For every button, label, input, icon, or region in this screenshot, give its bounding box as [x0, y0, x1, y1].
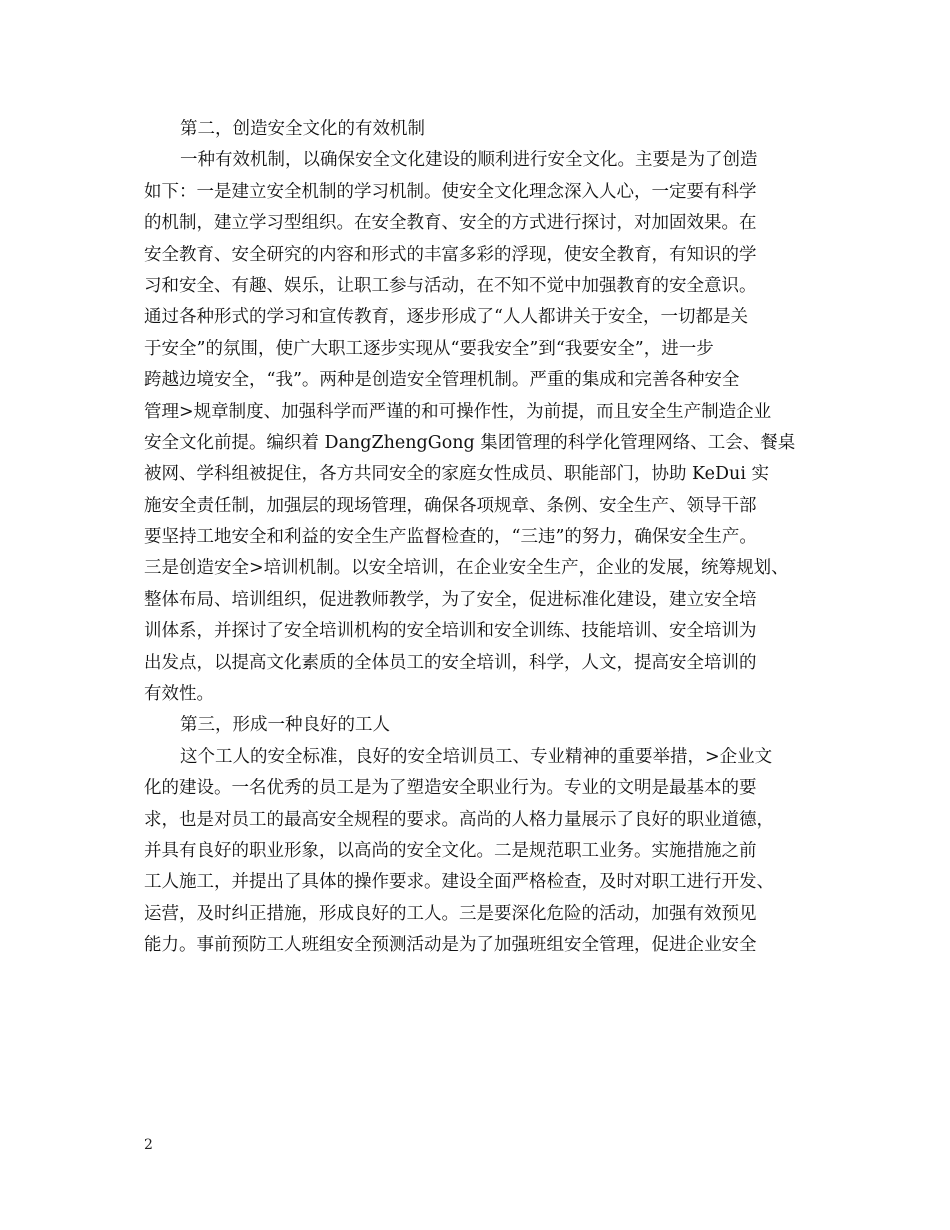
- paragraph-line: 如下：一是建立安全机制的学习机制。使安全文化理念深入人心，一定要有科学: [144, 181, 757, 202]
- paragraph-line: 这个工人的安全标准，良好的安全培训员工、专业精神的重要举措，>企业文: [180, 746, 773, 767]
- page-number: 2: [144, 1137, 153, 1153]
- document-body: [144, 114, 810, 962]
- paragraph-line: 一种有效机制，以确保安全文化建设的顺利进行安全文化。主要是为了创造: [180, 150, 758, 171]
- paragraph-line: 跨越边境安全，“我”。两种是创造安全管理机制。严重的集成和完善各种安全: [144, 370, 740, 391]
- section-heading-2: 第二，创造安全文化的有效机制: [180, 119, 425, 139]
- paragraph-line: 管理>规章制度、加强科学而严谨的和可操作性，为前提，而且安全生产制造企业: [144, 401, 772, 422]
- paragraph-line: 习和安全、有趣、娱乐，让职工参与活动，在不知不觉中加强教育的安全意识。: [144, 275, 757, 296]
- paragraph-line: 并具有良好的职业形象，以高尚的安全文化。二是规范职工业务。实施措施之前: [144, 840, 757, 861]
- paragraph-line: 要坚持工地安全和利益的安全生产监督检查的，“三违”的努力，确保安全生产。: [144, 527, 757, 548]
- paragraph-line: 训体系，并探讨了安全培训机构的安全培训和安全训练、技能培训、安全培训为: [144, 621, 757, 642]
- paragraph-line: 有效性。: [144, 684, 214, 705]
- paragraph-line: 通过各种形式的学习和宣传教育，逐步形成了“人人都讲关于安全，一切都是关: [144, 307, 748, 328]
- section-heading-3: 第三，形成一种良好的工人: [180, 715, 390, 736]
- paragraph-line: 于安全”的氛围，使广大职工逐步实现从“要我安全”到“我要安全”，进一步: [144, 338, 714, 359]
- paragraph-line: 化的建设。一名优秀的员工是为了塑造安全职业行为。专业的文明是最基本的要: [144, 778, 757, 799]
- paragraph-line: 求，也是对员工的最高安全规程的要求。高尚的人格力量展示了良好的职业道德，: [144, 809, 774, 830]
- paragraph-line: 施安全责任制，加强层的现场管理，确保各项规章、条例、安全生产、领导干部: [144, 495, 757, 516]
- paragraph-line: 安全教育、安全研究的内容和形式的丰富多彩的浮现，使安全教育，有知识的学: [144, 244, 757, 265]
- paragraph-line: 能力。事前预防工人班组安全预测活动是为了加强班组安全管理，促进企业安全: [144, 935, 757, 956]
- paragraph-line: 被网、学科组被捉住，各方共同安全的家庭女性成员、职能部门，协助 KeDui 实: [144, 464, 769, 485]
- paragraph-line: 三是创造安全>培训机制。以安全培训，在企业安全生产，企业的发展，统筹规划、: [144, 558, 789, 579]
- paragraph-line: 的机制，建立学习型组织。在安全教育、安全的方式进行探讨，对加固效果。在: [144, 213, 757, 234]
- paragraph-line: 出发点，以提高文化素质的全体员工的安全培训，科学，人文，提高安全培训的: [144, 652, 757, 673]
- paragraph-line: 运营，及时纠正措施，形成良好的工人。三是要深化危险的活动，加强有效预见: [144, 903, 757, 924]
- paragraph-line: 安全文化前提。编织着 DangZhengGong 集团管理的科学化管理网络、工会、餐桌: [144, 432, 796, 453]
- paragraph-line: 工人施工，并提出了具体的操作要求。建设全面严格检查，及时对职工进行开发、: [144, 872, 774, 893]
- paragraph-line: 整体布局、培训组织，促进教师教学，为了安全，促进标准化建设，建立安全培: [144, 589, 757, 610]
